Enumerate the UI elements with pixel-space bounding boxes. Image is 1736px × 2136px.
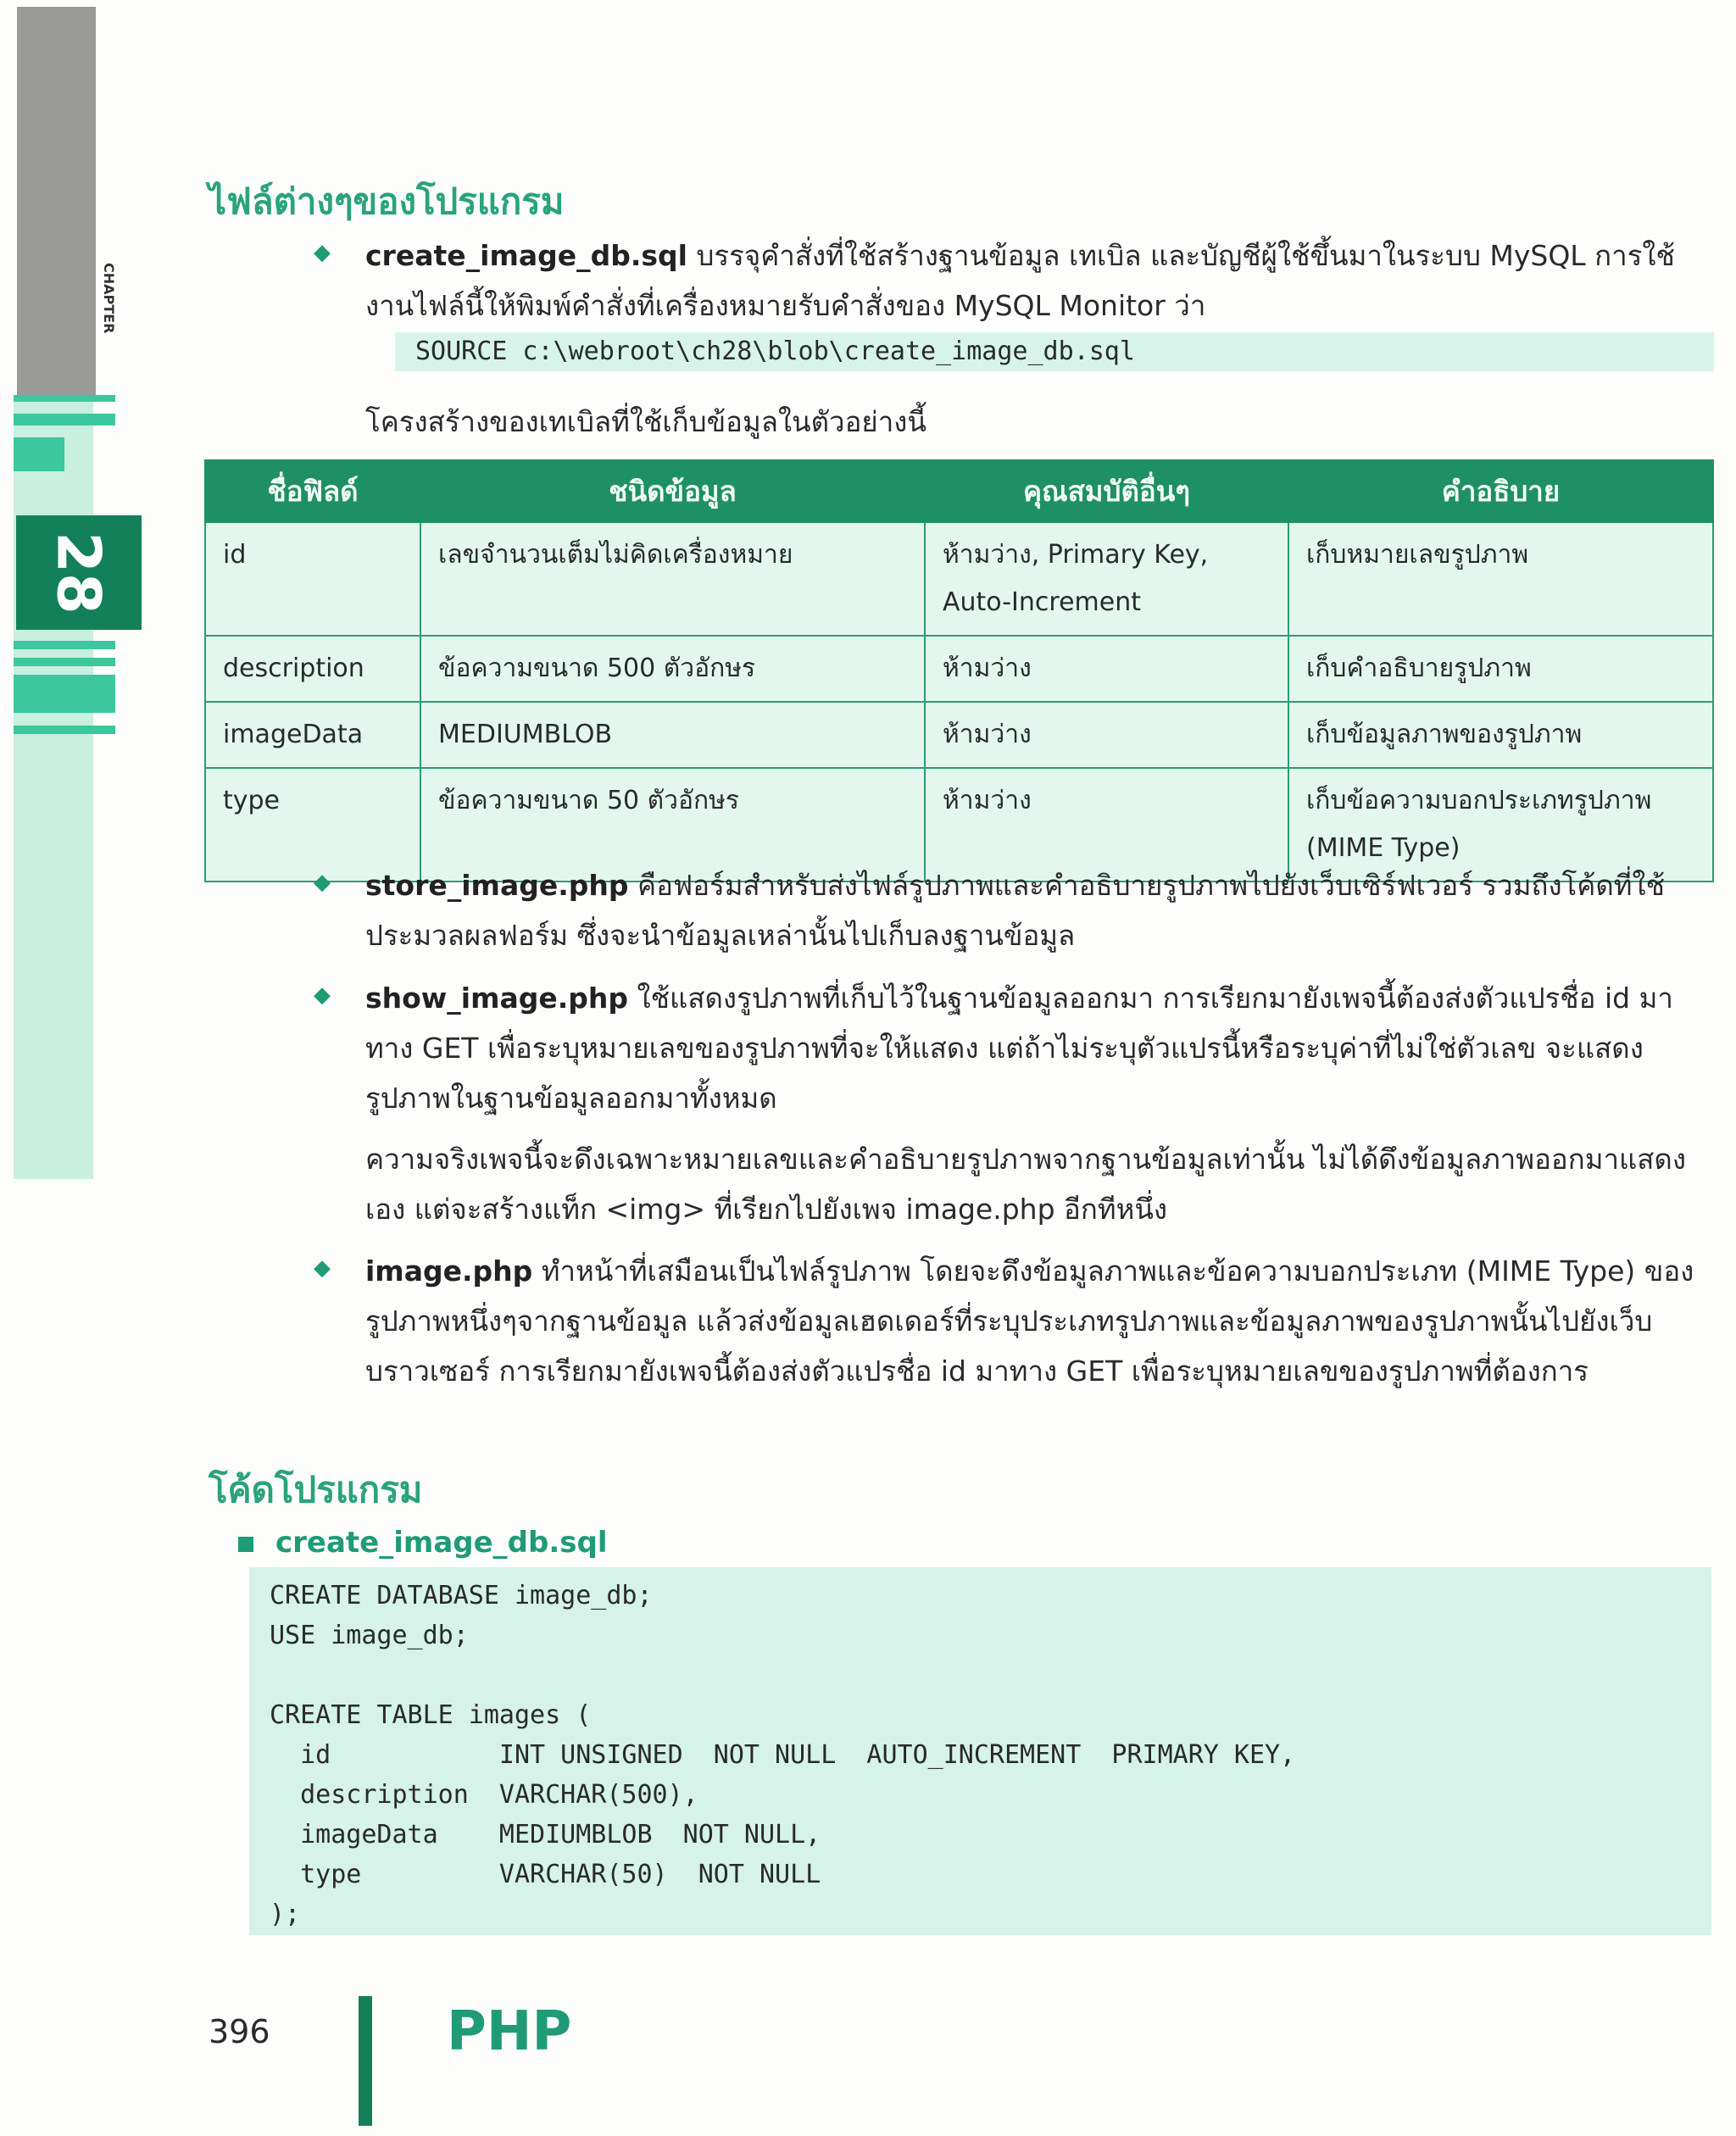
bullet-diamond-icon: ◆ bbox=[314, 870, 331, 895]
col-header: ชื่อฟิลด์ bbox=[205, 460, 420, 522]
cell: id bbox=[205, 522, 420, 636]
table-row bbox=[205, 636, 1713, 702]
item-store-image: store_image.php คือฟอร์มสำหรับส่งไฟล์รูปภาพและคำอธิบายรูปภาพไปยังเว็บเซิร์ฟเวอร์ รวมถึงโค้ดที่ใช้ประมวลผลฟอร์ม ซึ่งจะนำข้อมูลเหล่านั้นไปเก็บลงฐานข้อมูล bbox=[365, 869, 1666, 952]
cell: imageData bbox=[205, 702, 420, 768]
footer-divider bbox=[359, 1996, 372, 2126]
code-block: CREATE DATABASE image_db; USE image_db; CREATE TABLE images ( id INT UNSIGNED NOT NULL AUTO_INCREMENT PRIMARY KEY, description VARCHAR(500), imageData MEDIUMBLOB NOT NULL, type VARCHAR(50) NOT NULL ); bbox=[249, 1567, 1711, 1935]
col-header: คุณสมบัติอื่นๆ bbox=[925, 460, 1288, 522]
item-create-sql: create_image_db.sql บรรจุคำสั่งที่ใช้สร้างฐานข้อมูล เทเบิล และบัญชีผู้ใช้ขึ้นมาในระบบ MySQL การใช้งานไฟล์นี้ให้พิมพ์คำสั่งที่เครื่องหมายรับคำสั่งของ MySQL Monitor ว่า bbox=[365, 239, 1675, 322]
cell: เลขจำนวนเต็มไม่คิดเครื่องหมาย bbox=[420, 522, 925, 636]
col-header: คำอธิบาย bbox=[1288, 460, 1713, 522]
item-image-php: image.php ทำหน้าที่เสมือนเป็นไฟล์รูปภาพ โดยจะดึงข้อมูลภาพและข้อความบอกประเภท (MIME Type) ของรูปภาพหนึ่งๆจากฐานข้อมูล แล้วส่งข้อมูลเฮดเดอร์ที่ระบุประเภทรูปภาพและข้อมูลภาพของรูปภาพนั้นไปยังเว็บบราวเซอร์ การเรียกมายังเพจนี้ต้องส่งตัวแปรชื่อ id มาทาง GET เพื่อระบุหมายเลขของรูปภาพที่ต้องการ bbox=[365, 1254, 1694, 1388]
page-number: 396 bbox=[209, 2013, 270, 2050]
chapter-gray-bar bbox=[17, 7, 96, 397]
cell: ห้ามว่าง bbox=[925, 702, 1288, 768]
cell: ข้อความขนาด 50 ตัวอักษร bbox=[420, 768, 925, 882]
bullet-square-icon bbox=[238, 1537, 253, 1552]
table-row bbox=[205, 702, 1713, 768]
source-command: SOURCE c:\webroot\ch28\blob\create_image_db.sql bbox=[395, 332, 1714, 371]
section-title-code: โค้ดโปรแกรม bbox=[209, 1469, 423, 1510]
cell: description bbox=[205, 636, 420, 702]
cell: ห้ามว่าง bbox=[925, 636, 1288, 702]
col-header: ชนิดข้อมูล bbox=[420, 460, 925, 522]
cell: type bbox=[205, 768, 420, 882]
show-image-note: ความจริงเพจนี้จะดึงเฉพาะหมายเลขและคำอธิบายรูปภาพจากฐานข้อมูลเท่านั้น ไม่ได้ดึงข้อมูลภาพออกมาแสดงเอง แต่จะสร้างแท็ก <img> ที่เรียกไปยังเพจ image.php อีกทีหนึ่ง bbox=[365, 1143, 1686, 1226]
code-file-heading: create_image_db.sql bbox=[238, 1526, 607, 1560]
bullet-diamond-icon: ◆ bbox=[314, 240, 331, 265]
cell: เก็บข้อความบอกประเภทรูปภาพ (MIME Type) bbox=[1288, 768, 1713, 882]
item-show-image: show_image.php ใช้แสดงรูปภาพที่เก็บไว้ในฐานข้อมูลออกมา การเรียกมายังเพจนี้ต้องส่งตัวแปรชื่อ id มาทาง GET เพื่อระบุหมายเลขของรูปภาพที่จะให้แสดง แต่ถ้าไม่ระบุตัวแปรนี้หรือระบุค่าที่ไม่ใช่ตัวเลข จะแสดงรูปภาพในฐานข้อมูลออกมาทั้งหมด bbox=[365, 982, 1673, 1115]
chapter-number: 28 bbox=[16, 515, 142, 630]
table-structure bbox=[204, 459, 1714, 882]
table-header-row bbox=[205, 460, 1713, 522]
cell: เก็บคำอธิบายรูปภาพ bbox=[1288, 636, 1713, 702]
section-title-files: ไฟล์ต่างๆของโปรแกรม bbox=[209, 181, 565, 222]
book-title: PHP bbox=[447, 2000, 572, 2063]
cell: ห้ามว่าง bbox=[925, 768, 1288, 882]
chapter-label: CHAPTER bbox=[101, 263, 117, 334]
chapter-green-bar bbox=[14, 395, 93, 1179]
bullet-diamond-icon: ◆ bbox=[314, 1255, 331, 1281]
table-row bbox=[205, 522, 1713, 636]
cell: เก็บหมายเลขรูปภาพ bbox=[1288, 522, 1713, 636]
cell: MEDIUMBLOB bbox=[420, 702, 925, 768]
table-intro: โครงสร้างของเทเบิลที่ใช้เก็บข้อมูลในตัวอย่างนี้ bbox=[365, 405, 926, 438]
cell: ห้ามว่าง, Primary Key, Auto-Increment bbox=[925, 522, 1288, 636]
bullet-diamond-icon: ◆ bbox=[314, 982, 331, 1008]
cell: เก็บข้อมูลภาพของรูปภาพ bbox=[1288, 702, 1713, 768]
cell: ข้อความขนาด 500 ตัวอักษร bbox=[420, 636, 925, 702]
